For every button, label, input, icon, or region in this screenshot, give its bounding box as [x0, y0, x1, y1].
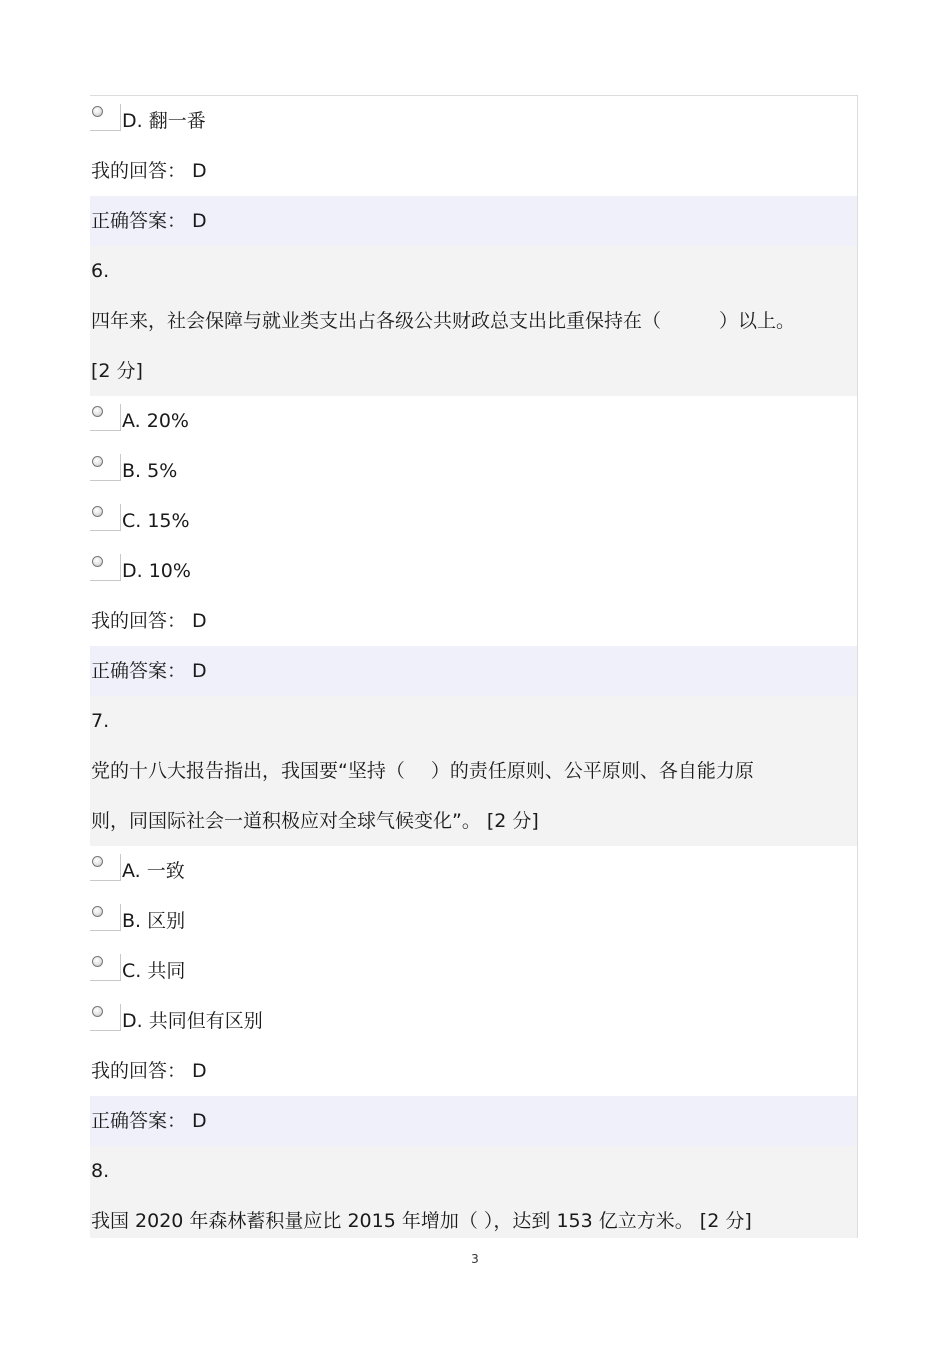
option-label: A. 一致	[122, 860, 185, 882]
q6-stem	[90, 296, 857, 346]
q7-stem-text: 党的十八大报告指出，我国要“坚持（	[91, 760, 405, 782]
q5-option-d[interactable]	[90, 96, 857, 146]
radio-button[interactable]	[90, 554, 121, 581]
radio-circle-icon	[92, 106, 103, 117]
q6-correct-answer: 正确答案： D	[90, 646, 857, 696]
radio-circle-icon	[92, 506, 103, 517]
radio-circle-icon	[92, 906, 103, 917]
radio-button[interactable]	[90, 854, 121, 881]
radio-button[interactable]	[90, 954, 121, 981]
radio-circle-icon	[92, 406, 103, 417]
q7-option-b[interactable]	[90, 896, 857, 946]
radio-circle-icon	[92, 1006, 103, 1017]
quiz-sheet	[90, 95, 858, 1238]
q7-option-d[interactable]	[90, 996, 857, 1046]
radio-circle-icon	[92, 856, 103, 867]
q6-option-b[interactable]	[90, 446, 857, 496]
q7-my-answer: 我的回答： D	[91, 1060, 207, 1082]
option-label: D. 10%	[122, 560, 191, 582]
page-number: 3	[471, 1252, 479, 1266]
q7-stem-line2: 则，同国际社会一道积极应对全球气候变化”。 [2 分]	[90, 796, 857, 846]
option-label: D. 翻一番	[122, 110, 206, 132]
radio-circle-icon	[92, 956, 103, 967]
radio-button[interactable]	[90, 504, 121, 531]
radio-button[interactable]	[90, 904, 121, 931]
q8-stem: 我国 2020 年森林蓄积量应比 2015 年增加（ ），达到 153 亿立方米。 [2 分]	[90, 1196, 857, 1238]
q6-stem-text-end: ）以上。	[719, 310, 796, 332]
radio-button[interactable]	[90, 404, 121, 431]
q7-correct-answer: 正确答案： D	[90, 1096, 857, 1146]
q7-number: 7.	[90, 696, 857, 746]
radio-circle-icon	[92, 456, 103, 467]
option-label: C. 15%	[122, 510, 190, 532]
radio-button[interactable]	[90, 104, 121, 131]
q6-stem-text: 四年来，社会保障与就业类支出占各级公共财政总支出比重保持在（	[91, 310, 662, 332]
q8-number: 8.	[90, 1146, 857, 1196]
q6-option-c[interactable]	[90, 496, 857, 546]
q5-my-answer: 我的回答： D	[91, 160, 207, 182]
q7-option-c[interactable]	[90, 946, 857, 996]
option-label: C. 共同	[122, 960, 186, 982]
q7-option-a[interactable]	[90, 846, 857, 896]
q5-correct-answer: 正确答案： D	[90, 196, 857, 246]
radio-button[interactable]	[90, 454, 121, 481]
q6-my-answer: 我的回答： D	[91, 610, 207, 632]
option-label: B. 5%	[122, 460, 178, 482]
option-label: A. 20%	[122, 410, 189, 432]
option-label: D. 共同但有区别	[122, 1010, 263, 1032]
q7-stem-line1	[90, 746, 857, 796]
radio-button[interactable]	[90, 1004, 121, 1031]
radio-circle-icon	[92, 556, 103, 567]
option-label: B. 区别	[122, 910, 186, 932]
q6-points: [2 分]	[90, 346, 857, 396]
q7-stem-text-cont: ）的责任原则、公平原则、各自能力原	[430, 760, 754, 782]
q6-number: 6.	[90, 246, 857, 296]
q6-option-d[interactable]	[90, 546, 857, 596]
q6-option-a[interactable]	[90, 396, 857, 446]
